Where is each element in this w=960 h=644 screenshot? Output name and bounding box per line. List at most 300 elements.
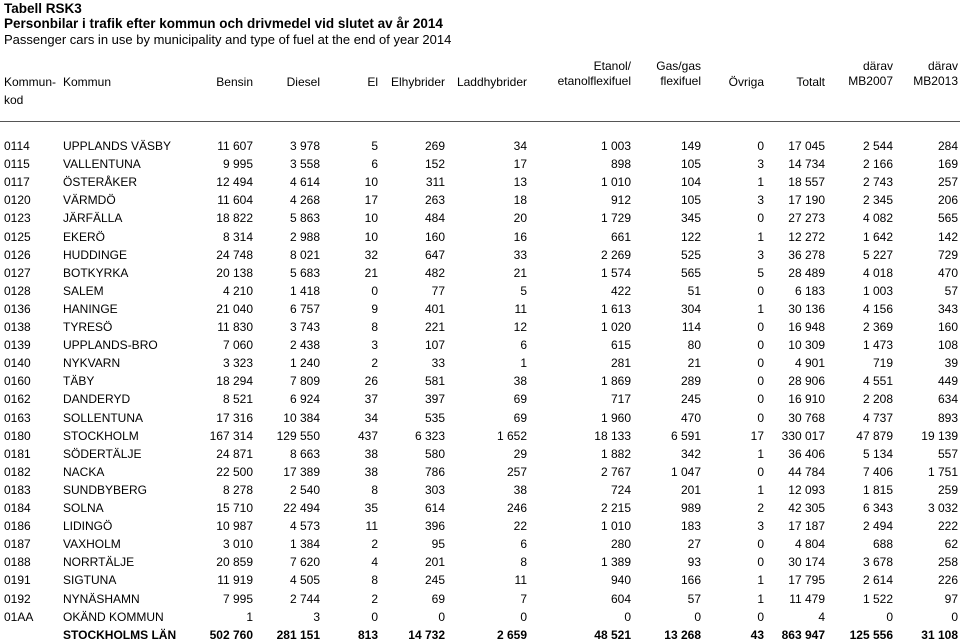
cell-mb2013: 258 — [937, 555, 958, 570]
header-ovriga: Övriga — [728, 75, 764, 89]
cell-ovriga: 1 — [757, 446, 764, 461]
cell-diesel: 1 418 — [289, 283, 320, 298]
cell-totalt: 28 906 — [788, 374, 825, 389]
cell-laddhybrider: 2 659 — [496, 627, 527, 642]
cell-el: 34 — [364, 410, 378, 425]
cell-elhybrider: 397 — [424, 392, 445, 407]
cell-bensin: 24 871 — [216, 446, 253, 461]
cell-laddhybrider: 34 — [513, 139, 527, 153]
cell-kommunkod: 0139 — [4, 338, 31, 353]
cell-mb2007: 4 082 — [862, 211, 893, 226]
cell-kommunkod: 0128 — [4, 283, 31, 298]
cell-gas: 470 — [680, 410, 701, 425]
cell-laddhybrider: 22 — [513, 519, 527, 534]
cell-mb2013: 257 — [937, 175, 958, 190]
cell-ovriga: 3 — [757, 157, 764, 172]
cell-el: 11 — [365, 519, 378, 534]
cell-mb2007: 5 134 — [862, 446, 893, 461]
cell-elhybrider: 33 — [431, 356, 445, 371]
cell-mb2007: 1 815 — [862, 482, 893, 497]
cell-kommun: UPPLANDS-BRO — [63, 338, 158, 353]
cell-ovriga: 1 — [757, 573, 764, 588]
cell-ovriga: 0 — [757, 537, 764, 552]
cell-mb2013: 1 751 — [927, 464, 958, 479]
cell-bensin: 11 919 — [217, 573, 253, 588]
cell-etanol: 2 215 — [600, 501, 631, 515]
cell-kommun: SOLNA — [63, 501, 104, 515]
cell-laddhybrider: 7 — [520, 591, 527, 606]
cell-etanol: 1 574 — [600, 265, 631, 280]
cell-gas: 183 — [680, 519, 701, 534]
cell-kommunkod: 0114 — [4, 139, 30, 153]
cell-gas: 114 — [681, 320, 701, 334]
cell-kommunkod: 0163 — [4, 410, 31, 425]
cell-totalt: 30 174 — [788, 555, 825, 570]
cell-diesel: 22 494 — [283, 501, 320, 515]
cell-bensin: 7 060 — [222, 338, 253, 353]
cell-el: 6 — [371, 157, 378, 172]
table-row — [0, 463, 960, 481]
header-gas: Gas/gas flexifuel — [656, 59, 701, 88]
cell-elhybrider: 482 — [424, 265, 445, 280]
cell-elhybrider: 245 — [424, 573, 445, 588]
cell-el: 5 — [371, 139, 378, 153]
header-mb2013: därav MB2013 — [913, 59, 958, 88]
cell-mb2013: 565 — [937, 211, 958, 226]
cell-totalt: 4 — [818, 609, 825, 624]
cell-mb2013: 169 — [937, 157, 958, 172]
cell-diesel: 7 809 — [289, 374, 320, 389]
cell-gas: 345 — [680, 211, 701, 226]
cell-laddhybrider: 1 — [520, 356, 527, 371]
cell-kommun: DANDERYD — [63, 392, 131, 407]
cell-bensin: 18 822 — [216, 211, 253, 226]
cell-etanol: 1 020 — [600, 320, 631, 334]
cell-diesel: 8 021 — [289, 247, 320, 262]
cell-bensin: 18 294 — [216, 374, 253, 389]
cell-gas: 51 — [687, 283, 701, 298]
cell-mb2013: 3 032 — [927, 501, 958, 515]
cell-bensin: 21 040 — [216, 301, 253, 316]
cell-kommunkod: 0138 — [4, 320, 31, 334]
cell-el: 8 — [371, 320, 378, 334]
cell-mb2007: 3 678 — [862, 555, 893, 570]
cell-totalt: 10 309 — [788, 338, 825, 353]
cell-bensin: 20 859 — [216, 555, 253, 570]
cell-kommunkod: 0188 — [4, 555, 31, 570]
table-row — [0, 228, 960, 246]
cell-mb2013: 39 — [944, 356, 958, 371]
cell-kommunkod: 0120 — [4, 193, 31, 208]
cell-kommun: STOCKHOLM — [63, 428, 139, 443]
table-row — [0, 318, 960, 336]
cell-mb2013: 222 — [937, 519, 958, 534]
cell-totalt: 17 045 — [788, 139, 825, 153]
cell-gas: 57 — [687, 591, 701, 606]
cell-mb2007: 2 166 — [862, 157, 893, 172]
cell-mb2013: 160 — [937, 320, 958, 334]
cell-diesel: 6 757 — [289, 301, 320, 316]
cell-kommunkod: 0160 — [4, 374, 31, 389]
cell-totalt: 12 272 — [788, 229, 825, 244]
cell-etanol: 604 — [610, 591, 631, 606]
cell-kommun: SOLLENTUNA — [63, 410, 144, 425]
cell-laddhybrider: 29 — [513, 446, 527, 461]
cell-mb2013: 259 — [937, 482, 958, 497]
cell-elhybrider: 263 — [424, 193, 445, 208]
cell-kommun: SUNDBYBERG — [63, 482, 148, 497]
cell-gas: 525 — [680, 247, 701, 262]
header-el: El — [367, 75, 378, 89]
cell-laddhybrider: 69 — [513, 410, 527, 425]
cell-laddhybrider: 246 — [506, 501, 527, 515]
cell-kommunkod: 0140 — [4, 356, 31, 371]
cell-mb2013: 62 — [944, 537, 958, 552]
cell-laddhybrider: 21 — [513, 265, 527, 280]
table-row — [0, 354, 960, 372]
cell-kommun: SÖDERTÄLJE — [63, 446, 142, 461]
cell-bensin: 8 521 — [222, 392, 253, 407]
cell-elhybrider: 401 — [424, 301, 445, 316]
cell-elhybrider: 535 — [424, 410, 445, 425]
cell-gas: 201 — [680, 482, 701, 497]
cell-kommun: NACKA — [63, 464, 105, 479]
cell-totalt: 14 734 — [788, 157, 825, 172]
cell-bensin: 24 748 — [216, 247, 253, 262]
cell-bensin: 8 314 — [222, 229, 253, 244]
cell-laddhybrider: 6 — [520, 537, 527, 552]
cell-el: 10 — [364, 229, 378, 244]
cell-ovriga: 1 — [757, 591, 764, 606]
cell-diesel: 5 683 — [289, 265, 320, 280]
cell-bensin: 1 — [246, 609, 253, 624]
cell-el: 35 — [364, 501, 378, 515]
header-etanol: Etanol/ etanolflexifuel — [557, 59, 631, 88]
cell-laddhybrider: 0 — [520, 609, 527, 624]
cell-totalt: 36 278 — [788, 247, 825, 262]
cell-laddhybrider: 38 — [513, 374, 527, 389]
cell-gas: 104 — [680, 175, 701, 190]
cell-totalt: 36 406 — [788, 446, 825, 461]
cell-mb2013: 893 — [937, 410, 958, 425]
cell-elhybrider: 303 — [424, 482, 445, 497]
cell-mb2007: 47 879 — [856, 428, 893, 443]
cell-diesel: 10 384 — [283, 410, 320, 425]
cell-bensin: 3 010 — [222, 537, 253, 552]
cell-gas: 989 — [680, 501, 701, 515]
cell-etanol: 2 767 — [600, 464, 631, 479]
cell-elhybrider: 311 — [425, 175, 445, 190]
cell-laddhybrider: 13 — [513, 175, 527, 190]
cell-etanol: 898 — [610, 157, 631, 172]
cell-gas: 1 047 — [670, 464, 701, 479]
cell-kommun: NORRTÄLJE — [63, 555, 135, 570]
cell-totalt: 11 479 — [789, 591, 825, 606]
table-row — [0, 427, 960, 445]
cell-mb2007: 125 556 — [849, 627, 893, 642]
cell-laddhybrider: 12 — [513, 320, 527, 334]
cell-diesel: 17 389 — [283, 464, 320, 479]
cell-mb2013: 108 — [937, 338, 958, 353]
cell-totalt: 12 093 — [788, 482, 825, 497]
cell-elhybrider: 221 — [424, 320, 445, 334]
cell-gas: 93 — [687, 555, 701, 570]
cell-kommun: STOCKHOLMS LÄN — [63, 627, 177, 642]
table-row — [0, 209, 960, 227]
header-totalt: Totalt — [796, 75, 825, 89]
cell-bensin: 167 314 — [209, 428, 253, 443]
cell-diesel: 4 614 — [289, 175, 320, 190]
cell-ovriga: 0 — [757, 374, 764, 389]
table-row — [0, 590, 960, 608]
cell-kommunkod: 0136 — [4, 301, 31, 316]
cell-etanol: 281 — [610, 356, 631, 371]
table-row — [0, 481, 960, 499]
cell-laddhybrider: 5 — [520, 283, 527, 298]
cell-kommun: TÄBY — [63, 374, 95, 389]
cell-laddhybrider: 16 — [513, 229, 527, 244]
cell-diesel: 2 988 — [289, 229, 320, 244]
cell-bensin: 11 607 — [217, 139, 253, 153]
cell-el: 4 — [371, 555, 378, 570]
cell-diesel: 3 558 — [289, 157, 320, 172]
cell-el: 26 — [364, 374, 378, 389]
cell-elhybrider: 6 323 — [414, 428, 445, 443]
cell-elhybrider: 95 — [431, 537, 445, 552]
cell-diesel: 129 550 — [276, 428, 320, 443]
cell-diesel: 3 743 — [289, 320, 320, 334]
cell-kommun: NYKVARN — [63, 356, 121, 371]
cell-mb2013: 343 — [937, 301, 958, 316]
cell-ovriga: 5 — [757, 265, 764, 280]
cell-gas: 6 591 — [670, 428, 701, 443]
cell-etanol: 615 — [610, 338, 631, 353]
cell-kommun: NYNÄSHAMN — [63, 591, 140, 606]
cell-el: 2 — [371, 537, 378, 552]
cell-el: 3 — [371, 338, 378, 353]
cell-etanol: 1 960 — [600, 410, 631, 425]
cell-kommun: VAXHOLM — [63, 537, 121, 552]
cell-el: 8 — [371, 573, 378, 588]
cell-mb2013: 206 — [937, 193, 958, 208]
cell-mb2013: 142 — [937, 229, 958, 244]
cell-kommunkod: 0117 — [4, 175, 30, 190]
table-row — [0, 517, 960, 535]
cell-bensin: 15 710 — [216, 501, 253, 515]
cell-kommunkod: 01AA — [4, 609, 34, 624]
cell-kommunkod: 0184 — [4, 501, 31, 515]
cell-totalt: 30 768 — [788, 410, 825, 425]
cell-gas: 342 — [680, 446, 701, 461]
cell-gas: 122 — [680, 229, 701, 244]
cell-elhybrider: 160 — [424, 229, 445, 244]
cell-laddhybrider: 257 — [506, 464, 527, 479]
table-row — [0, 445, 960, 463]
cell-gas: 289 — [680, 374, 701, 389]
cell-el: 437 — [357, 428, 378, 443]
cell-etanol: 1 869 — [600, 374, 631, 389]
cell-gas: 105 — [680, 193, 701, 208]
cell-bensin: 502 760 — [209, 627, 253, 642]
cell-diesel: 3 978 — [289, 139, 320, 153]
cell-laddhybrider: 11 — [514, 301, 527, 316]
cell-mb2007: 1 003 — [862, 283, 893, 298]
cell-mb2007: 2 743 — [862, 175, 893, 190]
cell-el: 10 — [364, 211, 378, 226]
table-row — [0, 336, 960, 354]
cell-kommun: JÄRFÄLLA — [63, 211, 123, 226]
cell-kommunkod: 0123 — [4, 211, 31, 226]
cell-bensin: 9 995 — [222, 157, 253, 172]
cell-laddhybrider: 1 652 — [496, 428, 527, 443]
cell-diesel: 4 573 — [289, 519, 320, 534]
total-row — [0, 626, 960, 644]
cell-diesel: 4 268 — [289, 193, 320, 208]
cell-laddhybrider: 17 — [513, 157, 527, 172]
cell-etanol: 422 — [610, 283, 631, 298]
cell-laddhybrider: 11 — [514, 573, 527, 588]
cell-mb2007: 6 343 — [862, 501, 893, 515]
cell-kommunkod: 0125 — [4, 229, 31, 244]
table-subtitle-swedish: Personbilar i trafik efter kommun och drivmedel vid slutet av år 2014 — [4, 16, 443, 31]
cell-ovriga: 0 — [757, 356, 764, 371]
cell-laddhybrider: 69 — [513, 392, 527, 407]
cell-mb2007: 0 — [886, 609, 893, 624]
cell-mb2007: 1 473 — [862, 338, 893, 353]
cell-el: 37 — [364, 392, 378, 407]
cell-ovriga: 3 — [757, 247, 764, 262]
cell-mb2007: 2 494 — [862, 519, 893, 534]
cell-bensin: 7 995 — [222, 591, 253, 606]
table-row — [0, 535, 960, 553]
cell-elhybrider: 269 — [424, 139, 445, 153]
cell-kommunkod: 0115 — [4, 157, 30, 172]
cell-diesel: 2 540 — [289, 482, 320, 497]
table-row — [0, 300, 960, 318]
cell-ovriga: 0 — [757, 338, 764, 353]
table-row — [0, 246, 960, 264]
cell-etanol: 940 — [610, 573, 631, 588]
cell-mb2007: 4 737 — [862, 410, 893, 425]
cell-totalt: 28 489 — [788, 265, 825, 280]
cell-kommunkod: 0127 — [4, 265, 31, 280]
table-row — [0, 409, 960, 427]
cell-elhybrider: 0 — [438, 609, 445, 624]
cell-etanol: 0 — [624, 609, 631, 624]
cell-totalt: 42 305 — [788, 501, 825, 515]
cell-el: 8 — [371, 482, 378, 497]
cell-diesel: 1 384 — [289, 537, 320, 552]
cell-totalt: 6 183 — [794, 283, 825, 298]
header-bensin: Bensin — [216, 75, 253, 89]
table-row — [0, 372, 960, 390]
cell-totalt: 863 947 — [781, 627, 825, 642]
cell-elhybrider: 396 — [424, 519, 445, 534]
table-title: Tabell RSK3 — [4, 1, 82, 16]
cell-ovriga: 0 — [757, 139, 764, 153]
cell-etanol: 1 613 — [600, 301, 631, 316]
cell-kommun: VALLENTUNA — [63, 157, 141, 172]
header-mb2007: därav MB2007 — [848, 59, 893, 88]
cell-etanol: 1 882 — [600, 446, 631, 461]
cell-gas: 0 — [694, 609, 701, 624]
cell-gas: 13 268 — [664, 627, 701, 642]
cell-gas: 27 — [687, 537, 701, 552]
cell-mb2007: 4 018 — [862, 265, 893, 280]
cell-ovriga: 0 — [757, 211, 764, 226]
table-subtitle-english: Passenger cars in use by municipality and type of fuel at the end of year 2014 — [4, 32, 452, 47]
cell-mb2013: 57 — [944, 283, 958, 298]
cell-ovriga: 0 — [757, 320, 764, 334]
cell-bensin: 22 500 — [216, 464, 253, 479]
cell-etanol: 724 — [610, 482, 631, 497]
cell-diesel: 4 505 — [289, 573, 320, 588]
cell-bensin: 8 278 — [222, 482, 253, 497]
cell-kommunkod: 0162 — [4, 392, 31, 407]
header-kommun: Kommun — [63, 75, 112, 89]
cell-etanol: 280 — [610, 537, 631, 552]
cell-kommun: VÄRMDÖ — [63, 193, 116, 208]
table-row — [0, 553, 960, 571]
cell-ovriga: 0 — [757, 555, 764, 570]
cell-elhybrider: 614 — [424, 501, 445, 515]
cell-mb2013: 729 — [937, 247, 958, 262]
cell-diesel: 6 924 — [289, 392, 320, 407]
cell-mb2007: 1 642 — [862, 229, 893, 244]
cell-ovriga: 1 — [757, 175, 764, 190]
cell-elhybrider: 484 — [424, 211, 445, 226]
cell-totalt: 17 187 — [788, 519, 825, 534]
cell-mb2013: 634 — [937, 392, 958, 407]
cell-kommun: SIGTUNA — [63, 573, 117, 588]
cell-kommunkod: 0181 — [4, 446, 31, 461]
cell-kommunkod: 0182 — [4, 464, 31, 479]
cell-etanol: 661 — [610, 229, 631, 244]
cell-diesel: 281 151 — [276, 627, 320, 642]
cell-diesel: 5 863 — [289, 211, 320, 226]
cell-ovriga: 0 — [757, 283, 764, 298]
cell-elhybrider: 580 — [424, 446, 445, 461]
cell-mb2013: 0 — [951, 609, 958, 624]
cell-ovriga: 0 — [757, 392, 764, 407]
table-row — [0, 390, 960, 408]
header-divider — [0, 121, 960, 122]
cell-kommun: SALEM — [63, 283, 104, 298]
cell-bensin: 4 210 — [222, 283, 253, 298]
cell-totalt: 16 910 — [788, 392, 825, 407]
cell-ovriga: 17 — [750, 428, 764, 443]
cell-diesel: 2 744 — [289, 591, 320, 606]
cell-ovriga: 1 — [757, 482, 764, 497]
cell-laddhybrider: 33 — [513, 247, 527, 262]
cell-el: 0 — [371, 609, 378, 624]
cell-mb2013: 226 — [937, 573, 958, 588]
cell-elhybrider: 581 — [424, 374, 445, 389]
cell-mb2007: 688 — [872, 537, 893, 552]
cell-kommunkod: 0186 — [4, 519, 31, 534]
cell-totalt: 27 273 — [788, 211, 825, 226]
header-elhybrider: Elhybrider — [390, 75, 445, 89]
cell-totalt: 16 948 — [788, 320, 825, 334]
cell-gas: 149 — [680, 139, 701, 153]
cell-etanol: 717 — [610, 392, 631, 407]
cell-kommunkod: 0180 — [4, 428, 31, 443]
cell-elhybrider: 69 — [431, 591, 445, 606]
cell-mb2013: 19 139 — [921, 428, 958, 443]
cell-ovriga: 0 — [757, 410, 764, 425]
cell-ovriga: 3 — [757, 519, 764, 534]
cell-elhybrider: 77 — [431, 283, 445, 298]
